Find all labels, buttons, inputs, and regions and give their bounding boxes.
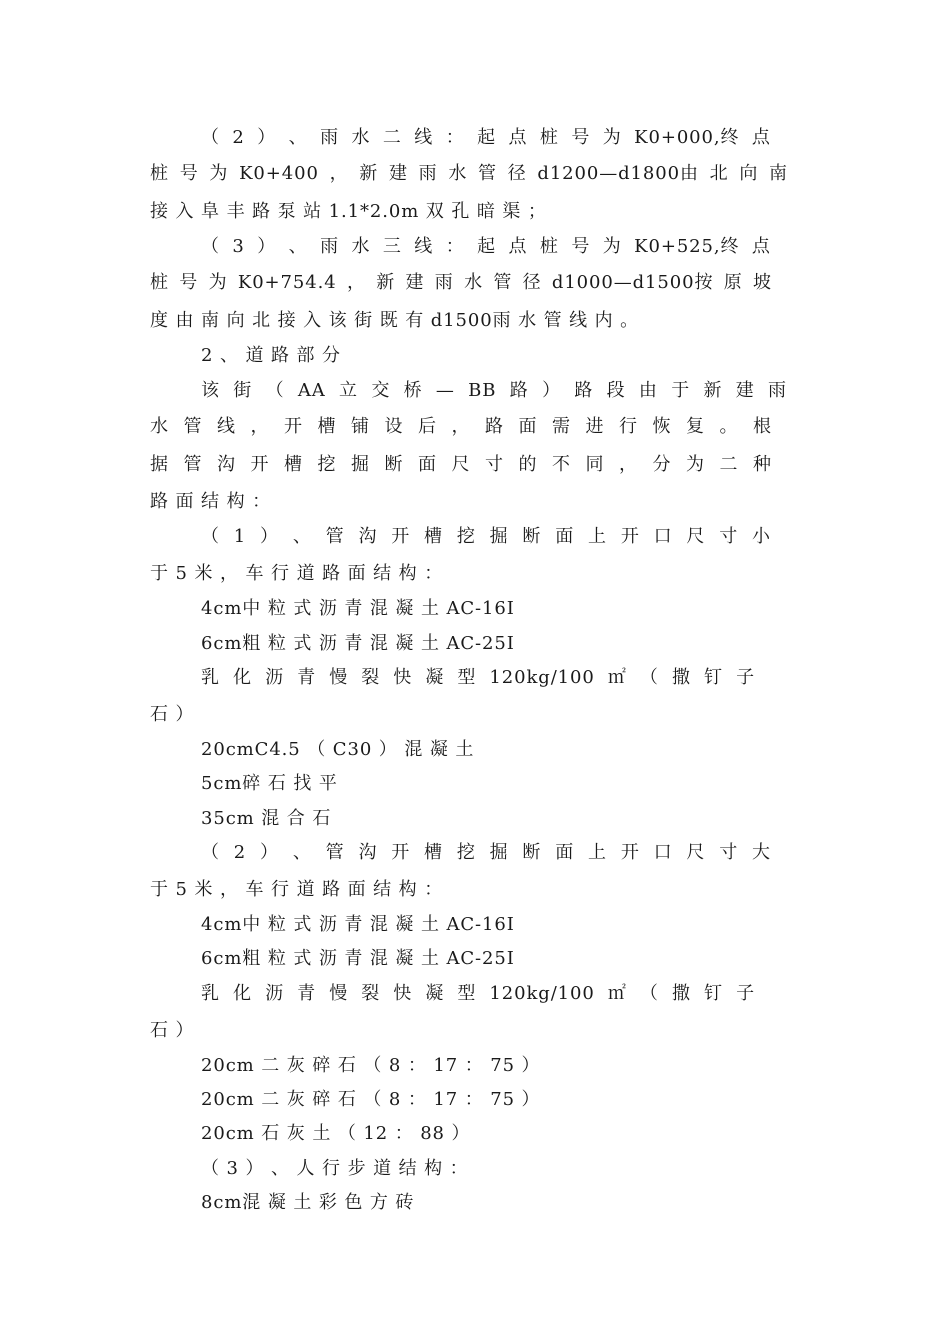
text-token: 型 (457, 983, 477, 1004)
text-token: 雨 (320, 236, 339, 257)
text-token: 小 (752, 526, 771, 547)
text-token: 段 (606, 380, 626, 401)
text-token: 水 (448, 163, 468, 184)
text-token: 撒 (671, 983, 691, 1004)
text-token: 钉 (704, 667, 723, 688)
paragraph-line: 6cm粗 粒 式 沥 青 混 凝 土 AC-25I (201, 948, 515, 969)
text-token: 型 (457, 667, 477, 688)
text-token: 尺 (451, 454, 471, 475)
text-token: 尺 (686, 526, 706, 547)
text-token: 由 (638, 380, 658, 401)
text-token: （ (201, 127, 220, 148)
paragraph-line: 20cm 二 灰 碎 石 （ 8 ： 17 ： 75 ） (201, 1089, 541, 1110)
text-token: 槽 (284, 454, 303, 475)
text-token: 大 (752, 842, 771, 863)
text-token: 凝 (425, 983, 445, 1004)
text-token: 沟 (217, 454, 236, 475)
text-token: 恢 (652, 416, 672, 437)
text-token: 寸 (485, 454, 504, 475)
paragraph-line: 6cm粗 粒 式 沥 青 混 凝 土 AC-25I (201, 633, 515, 654)
text-token: 管 (183, 416, 203, 437)
paragraph-line (201, 666, 755, 690)
text-token: 点 (751, 127, 771, 148)
paragraph-line: 8cm混 凝 土 彩 色 方 砖 (201, 1192, 415, 1213)
text-token: （ (201, 526, 220, 547)
text-token: 子 (736, 667, 755, 688)
text-token: 沥 (265, 667, 284, 688)
text-token: 面 (418, 454, 437, 475)
text-token: ， (250, 416, 270, 437)
text-token: 120kg/100 (489, 667, 595, 688)
text-token: ， (346, 272, 366, 293)
text-token: 化 (233, 983, 252, 1004)
text-token: 同 (585, 454, 605, 475)
section-heading: （ 3 ） 、 人 行 步 道 结 构 ： (201, 1158, 469, 1179)
text-token: 铺 (351, 416, 370, 437)
text-token: K0+754.4 (237, 272, 337, 293)
paragraph-line (201, 126, 771, 150)
text-token: 沥 (265, 983, 284, 1004)
text-token: （ (201, 842, 220, 863)
text-token: 慢 (329, 983, 349, 1004)
text-token: 撒 (671, 667, 691, 688)
text-token: 不 (552, 454, 571, 475)
text-token: BB (468, 380, 497, 401)
text-token: 线 (217, 416, 236, 437)
text-token: 水 (351, 236, 371, 257)
text-token: ） (260, 842, 279, 863)
text-token: 乳 (201, 667, 220, 688)
text-token: ㎡ (607, 983, 627, 1004)
section-heading: 2 、 道 路 部 分 (201, 345, 341, 366)
text-token: 水 (150, 416, 169, 437)
paragraph-line: 度 由 南 向 北 接 入 该 街 既 有 d1500雨 水 管 线 内 。 (150, 310, 640, 331)
text-token: 街 (233, 380, 253, 401)
paragraph-line (201, 525, 771, 549)
text-token: K0+000,终 (634, 127, 740, 148)
text-token: 桩 (150, 163, 169, 184)
text-token: （ (639, 983, 659, 1004)
text-token: 、 (288, 127, 308, 148)
text-token: 化 (233, 667, 252, 688)
text-token: 管 (325, 526, 345, 547)
text-token: ㎡ (607, 667, 627, 688)
text-token: 起 (477, 236, 497, 257)
text-token: 三 (382, 236, 402, 257)
text-token: 二 (382, 127, 402, 148)
text-token: 掘 (489, 842, 509, 863)
text-token: 管 (478, 163, 497, 184)
text-token: 据 (150, 454, 169, 475)
text-token: （ (639, 667, 659, 688)
text-token: （ (201, 236, 220, 257)
paragraph-line (150, 453, 772, 477)
text-token: 面 (518, 416, 538, 437)
text-token: 开 (620, 842, 640, 863)
text-token: ， (619, 454, 638, 475)
text-token: 断 (522, 842, 542, 863)
text-token: AA (297, 380, 326, 401)
text-token: 管 (325, 842, 345, 863)
paragraph-line (201, 379, 787, 403)
text-token: 新 (703, 380, 723, 401)
text-token: 子 (736, 983, 755, 1004)
text-token: 号 (179, 272, 199, 293)
text-token: 槽 (424, 526, 443, 547)
text-token: 管 (183, 454, 203, 475)
text-token: K0+400 (239, 163, 319, 184)
text-token: ） (260, 526, 279, 547)
text-token: 2 (232, 127, 245, 148)
text-token: 点 (508, 236, 528, 257)
text-token: 复 (686, 416, 705, 437)
text-token: 分 (652, 454, 672, 475)
text-token: 线 (414, 127, 434, 148)
text-token: 于 (671, 380, 691, 401)
text-token: 掘 (351, 454, 370, 475)
text-token: 桩 (539, 127, 559, 148)
text-token: ） (257, 236, 277, 257)
paragraph-line (201, 841, 771, 865)
text-token: 南 (769, 163, 788, 184)
text-token: 乳 (201, 983, 220, 1004)
text-token: 开 (391, 842, 411, 863)
text-token: 雨 (320, 127, 339, 148)
text-token: 向 (739, 163, 759, 184)
text-token: 面 (555, 842, 575, 863)
paragraph-line: 接 入 阜 丰 路 泵 站 1.1*2.0m 双 孔 暗 渠 ； (150, 201, 547, 222)
text-token: 径 (522, 272, 542, 293)
text-token: 后 (418, 416, 437, 437)
text-token: 寸 (719, 526, 739, 547)
paragraph-line: 4cm中 粒 式 沥 青 混 凝 土 AC-16I (201, 598, 515, 619)
text-token: 口 (653, 842, 673, 863)
paragraph-line (150, 162, 788, 186)
text-token: （ (265, 380, 285, 401)
paragraph-line (201, 982, 755, 1006)
text-token: 槽 (317, 416, 337, 437)
text-token: 掘 (489, 526, 509, 547)
text-token: d1200—d1800由 (537, 163, 699, 184)
text-token: 为 (209, 163, 229, 184)
text-token: 上 (588, 526, 607, 547)
text-token: K0+525,终 (634, 236, 740, 257)
text-token: 路 (574, 380, 594, 401)
text-token: 挖 (456, 526, 476, 547)
text-token: 起 (477, 127, 497, 148)
text-token: 开 (284, 416, 303, 437)
paragraph-line: 石 ） (150, 1020, 195, 1041)
text-token: 原 (723, 272, 743, 293)
paragraph-line: 于 5 米 ， 车 行 道 路 面 结 构 ： (150, 563, 444, 584)
text-token: 裂 (361, 983, 381, 1004)
text-token: 行 (619, 416, 638, 437)
text-token: 尺 (686, 842, 706, 863)
text-token: 立 (339, 380, 358, 401)
paragraph-line: 于 5 米 ， 车 行 道 路 面 结 构 ： (150, 879, 444, 900)
text-token: 为 (602, 127, 622, 148)
text-token: 慢 (329, 667, 349, 688)
text-token: 沟 (358, 842, 378, 863)
text-token: 交 (371, 380, 391, 401)
text-token: 、 (288, 236, 308, 257)
text-token: 桩 (539, 236, 559, 257)
text-token: 建 (388, 163, 408, 184)
text-token: 青 (297, 983, 317, 1004)
text-token: 根 (753, 416, 772, 437)
text-token: 水 (464, 272, 483, 293)
text-token: 新 (359, 163, 379, 184)
text-token: 建 (735, 380, 755, 401)
text-token: 120kg/100 (489, 983, 595, 1004)
text-token: 二 (719, 454, 739, 475)
text-token: 断 (384, 454, 404, 475)
paragraph-line: 4cm中 粒 式 沥 青 混 凝 土 AC-16I (201, 914, 515, 935)
text-token: 径 (507, 163, 527, 184)
text-token: 设 (384, 416, 404, 437)
paragraph-line: 35cm 混 合 石 (201, 808, 332, 829)
paragraph-line: 路 面 结 构 ： (150, 491, 271, 512)
text-token: 、 (292, 526, 312, 547)
text-token: 寸 (719, 842, 739, 863)
text-token: 雨 (434, 272, 454, 293)
text-token: 种 (753, 454, 772, 475)
text-token: 桥 (403, 380, 423, 401)
paragraph-line: 石 ） (150, 704, 195, 725)
text-token: 该 (201, 380, 220, 401)
text-token: 需 (552, 416, 571, 437)
text-token: 点 (751, 236, 771, 257)
text-token: 坡 (753, 272, 772, 293)
paragraph-line: 20cm 二 灰 碎 石 （ 8 ： 17 ： 75 ） (201, 1055, 541, 1076)
text-token: 挖 (317, 454, 337, 475)
text-token: 雨 (418, 163, 438, 184)
paragraph-line: 20cmC4.5 （ C30 ） 混 凝 土 (201, 739, 475, 760)
text-token: 沟 (358, 526, 378, 547)
text-token: 裂 (361, 667, 381, 688)
text-token: 为 (602, 236, 622, 257)
text-token: 快 (393, 667, 413, 688)
text-token: 建 (405, 272, 425, 293)
text-token: 北 (709, 163, 729, 184)
text-token: 快 (393, 983, 413, 1004)
text-token: 开 (620, 526, 640, 547)
text-token: 的 (518, 454, 538, 475)
text-token: 2 (233, 842, 247, 863)
paragraph-line: 5cm碎 石 找 平 (201, 773, 338, 794)
text-token: — (435, 380, 455, 401)
text-token: 上 (588, 842, 607, 863)
text-token: 断 (522, 526, 542, 547)
text-token: 号 (571, 127, 591, 148)
text-token: 雨 (768, 380, 787, 401)
text-token: 3 (232, 236, 245, 257)
paragraph-line (150, 415, 772, 439)
paragraph-line (201, 235, 771, 259)
text-token: 凝 (425, 667, 445, 688)
text-token: 路 (485, 416, 504, 437)
text-token: 钉 (704, 983, 723, 1004)
paragraph-line: 20cm 石 灰 土 （ 12 ： 88 ） (201, 1123, 471, 1144)
text-token: 开 (250, 454, 270, 475)
text-token: ） (257, 127, 277, 148)
paragraph-line (150, 271, 772, 295)
text-token: 口 (653, 526, 673, 547)
text-token: 号 (571, 236, 591, 257)
text-token: 线 (414, 236, 434, 257)
text-token: 青 (297, 667, 317, 688)
text-token: 号 (179, 163, 199, 184)
text-token: 槽 (424, 842, 443, 863)
text-token: ： (445, 127, 465, 148)
text-token: 路 (509, 380, 529, 401)
text-token: 。 (719, 416, 739, 437)
text-token: ， (451, 416, 471, 437)
text-token: 进 (585, 416, 605, 437)
text-token: 面 (555, 526, 575, 547)
text-token: ） (542, 380, 561, 401)
text-token: 桩 (150, 272, 169, 293)
text-token: d1000—d1500按 (551, 272, 714, 293)
text-token: 1 (233, 526, 247, 547)
text-token: 挖 (456, 842, 476, 863)
text-token: ， (329, 163, 349, 184)
text-token: 为 (208, 272, 228, 293)
text-token: 开 (391, 526, 411, 547)
text-token: 为 (686, 454, 705, 475)
text-token: 、 (292, 842, 312, 863)
text-token: 新 (376, 272, 396, 293)
text-token: ： (445, 236, 465, 257)
text-token: 管 (493, 272, 513, 293)
text-token: 点 (508, 127, 528, 148)
text-token: 水 (351, 127, 371, 148)
